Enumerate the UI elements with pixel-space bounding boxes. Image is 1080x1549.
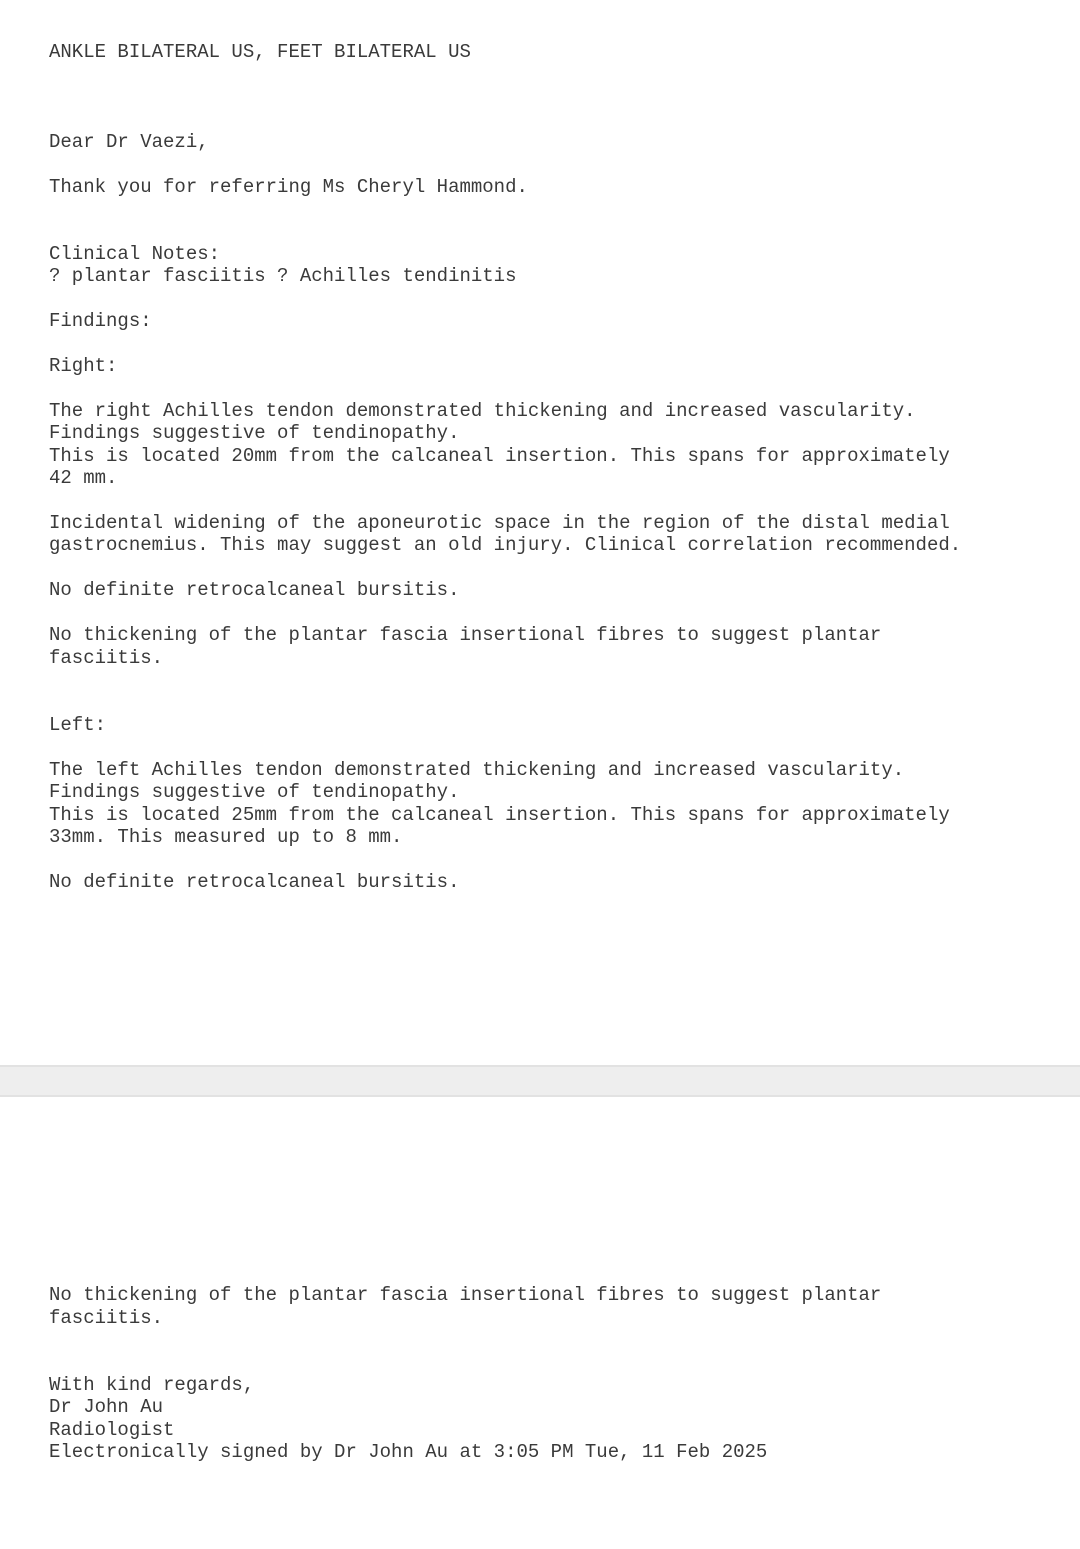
referral-thanks: Thank you for referring Ms Cheryl Hammond. [49,176,528,198]
right-incidental-line-2: gastrocnemius. This may suggest an old injury. Clinical correlation recommended. [49,534,962,556]
clinical-notes-text: ? plantar fasciitis ? Achilles tendinitis [49,265,517,287]
left-achilles-line-2: Findings suggestive of tendinopathy. [49,781,460,803]
right-plantar-line-2: fasciitis. [49,647,164,669]
left-heading: Left: [49,714,107,736]
page-break-divider [0,1065,1080,1097]
signer-role: Radiologist [49,1419,175,1441]
left-achilles-line-3: This is located 25mm from the calcaneal insertion. This spans for approximately [49,804,950,826]
right-achilles-line-1: The right Achilles tendon demonstrated thickening and increased vascularity. [49,400,916,422]
left-bursitis-line: No definite retrocalcaneal bursitis. [49,871,460,893]
right-incidental-line-1: Incidental widening of the aponeurotic space in the region of the distal medial [49,512,950,534]
left-achilles-line-4: 33mm. This measured up to 8 mm. [49,826,403,848]
right-bursitis-line: No definite retrocalcaneal bursitis. [49,579,460,601]
left-plantar-line-1: No thickening of the plantar fascia insertional fibres to suggest plantar [49,1284,882,1306]
findings-heading: Findings: [49,310,152,332]
right-plantar-line-1: No thickening of the plantar fascia insertional fibres to suggest plantar [49,624,882,646]
clinical-notes-heading: Clinical Notes: [49,243,221,265]
left-achilles-line-1: The left Achilles tendon demonstrated thickening and increased vascularity. [49,759,905,781]
salutation: Dear Dr Vaezi, [49,131,209,153]
electronic-signature: Electronically signed by Dr John Au at 3:05 PM Tue, 11 Feb 2025 [49,1441,768,1463]
closing: With kind regards, [49,1374,255,1396]
right-achilles-line-4: 42 mm. [49,467,118,489]
left-plantar-line-2: fasciitis. [49,1307,164,1329]
signer-name: Dr John Au [49,1396,164,1418]
right-achilles-line-2: Findings suggestive of tendinopathy. [49,422,460,444]
right-heading: Right: [49,355,118,377]
exam-title: ANKLE BILATERAL US, FEET BILATERAL US [49,41,471,63]
right-achilles-line-3: This is located 20mm from the calcaneal insertion. This spans for approximately [49,445,950,467]
